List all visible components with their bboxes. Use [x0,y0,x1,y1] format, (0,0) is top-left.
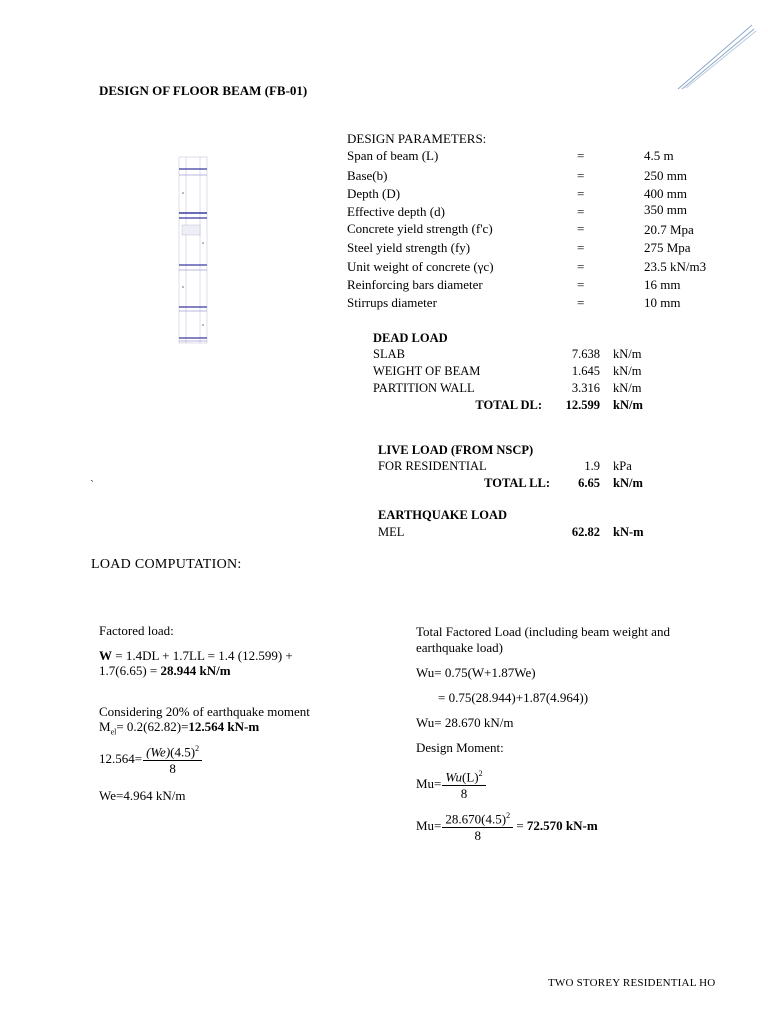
beam-section-drawing [175,155,211,347]
live-load-label: FOR RESIDENTIAL [378,459,487,473]
mu-equation [416,766,486,801]
page-title: DESIGN OF FLOOR BEAM (FB-01) [99,83,308,98]
total-dl-unit: kN/m [613,398,643,412]
w-symbol: W [99,648,112,663]
param-equals: = [577,259,585,274]
dead-load-unit: kN/m [613,381,642,395]
dead-load-label: WEIGHT OF BEAM [373,364,481,378]
param-value: 250 mm [644,168,687,183]
mu2-den: 8 [474,828,481,840]
dead-load-value: 7.638 [571,347,600,361]
total-factored-line1: Total Factored Load (including beam weight and [416,624,670,639]
mel-prefix: M [99,719,111,734]
param-equals: = [577,186,585,201]
param-label: Reinforcing bars diameter [347,277,483,292]
mu-num-a: Wu [445,769,463,785]
mel-label: MEL [378,525,405,539]
we-eq-den: 8 [169,761,176,777]
param-value: 10 mm [644,295,681,310]
param-value: 4.5 m [644,148,674,163]
param-equals: = [577,168,585,183]
mu-den: 8 [460,786,468,802]
design-parameters-heading: DESIGN PARAMETERS: [347,131,487,146]
we-equation [99,741,202,776]
mu-num-b: (L) [462,769,479,785]
total-dl-label: TOTAL DL: [475,398,542,412]
param-label: Span of beam (L) [347,148,439,163]
wu-formula: Wu= 0.75(W+1.87We) [416,665,536,680]
w-result: 28.944 kN/m [160,663,231,678]
param-label: Unit weight of concrete (γc) [347,259,494,274]
param-value: 16 mm [644,277,681,292]
stray-mark: ` [90,478,95,492]
param-label: Effective depth (d) [347,204,445,219]
mel-result: 12.564 kN-m [188,719,260,734]
total-factored-line2: earthquake load) [416,640,503,655]
w-formula: = 1.4DL + 1.7LL = 1.4 (12.599) + [112,648,293,663]
param-equals: = [577,148,585,163]
wu-result: Wu= 28.670 kN/m [416,715,514,730]
total-ll-value: 6.65 [578,476,600,490]
we-eq-lhs: 12.564= [99,751,143,767]
mel-unit: kN-m [613,525,644,539]
param-label: Steel yield strength (fy) [347,240,471,255]
param-value: 23.5 kN/m3 [644,259,707,274]
page-footer: TWO STOREY RESIDENTIAL HO [548,977,716,989]
dead-load-label: SLAB [373,347,405,361]
param-value: 400 mm [644,186,687,201]
mel-formula: = 0.2(62.82)= [116,719,189,734]
mu-fraction [442,766,485,801]
param-equals: = [577,240,585,255]
dead-load-label: PARTITION WALL [373,381,475,395]
param-label: Base(b) [347,168,388,183]
param-equals: = [577,277,585,292]
w-formula-line2 [99,663,231,678]
w-formula-cont: 1.7(6.65) = [99,663,161,678]
wu-substitution: = 0.75(28.944)+1.87(4.964)) [438,690,589,705]
mel-formula-line [99,719,259,740]
we-eq-exp: 2 [195,744,200,753]
live-load-value: 1.9 [584,459,600,473]
we-eq-num-b: (4.5) [170,744,196,760]
factored-load-label: Factored load: [99,623,174,638]
param-value: 20.7 Mpa [644,222,694,237]
mu2-num-b: (4.5) [481,811,507,827]
mel-value: 62.82 [571,525,600,539]
w-formula-line1 [99,648,293,663]
mu2-num-a: 28.670 [445,811,482,827]
eq-moment-line: Considering 20% of earthquake moment [99,704,310,719]
mu2-exp: 2 [506,811,511,820]
mu-exp: 2 [478,769,483,778]
dead-load-heading: DEAD LOAD [373,331,448,345]
param-value: 350 mm [644,202,687,217]
dead-load-unit: kN/m [613,347,642,361]
design-moment-label: Design Moment: [416,740,504,755]
corner-decoration [670,15,760,95]
param-equals: = [577,221,585,236]
mu-result-equation [416,808,598,840]
total-dl-value: 12.599 [565,398,600,412]
live-load-unit: kPa [613,459,632,473]
dead-load-value: 3.316 [571,381,600,395]
mu2-eq: = [513,818,527,834]
param-value: 275 Mpa [644,240,691,255]
earthquake-load-heading: EARTHQUAKE LOAD [378,508,508,522]
total-ll-unit: kN/m [613,476,643,490]
we-eq-fraction [143,741,202,776]
mu2-lhs: Mu= [416,818,442,834]
param-label: Concrete yield strength (f'c) [347,221,493,236]
load-computation-heading: LOAD COMPUTATION: [91,557,242,572]
we-result: We=4.964 kN/m [99,788,186,803]
param-equals: = [577,295,585,310]
mu2-result: 72.570 kN-m [526,818,598,834]
mu2-fraction [442,808,513,840]
total-ll-label: TOTAL LL: [484,476,550,490]
we-eq-num-a: (We) [146,744,171,760]
mu-lhs: Mu= [416,776,442,792]
param-label: Stirrups diameter [347,295,437,310]
param-label: Depth (D) [347,186,401,201]
live-load-heading: LIVE LOAD (FROM NSCP) [378,443,534,457]
dead-load-value: 1.645 [571,364,600,378]
mel-sub: el [110,727,117,737]
param-equals: = [577,204,585,219]
dead-load-unit: kN/m [613,364,642,378]
